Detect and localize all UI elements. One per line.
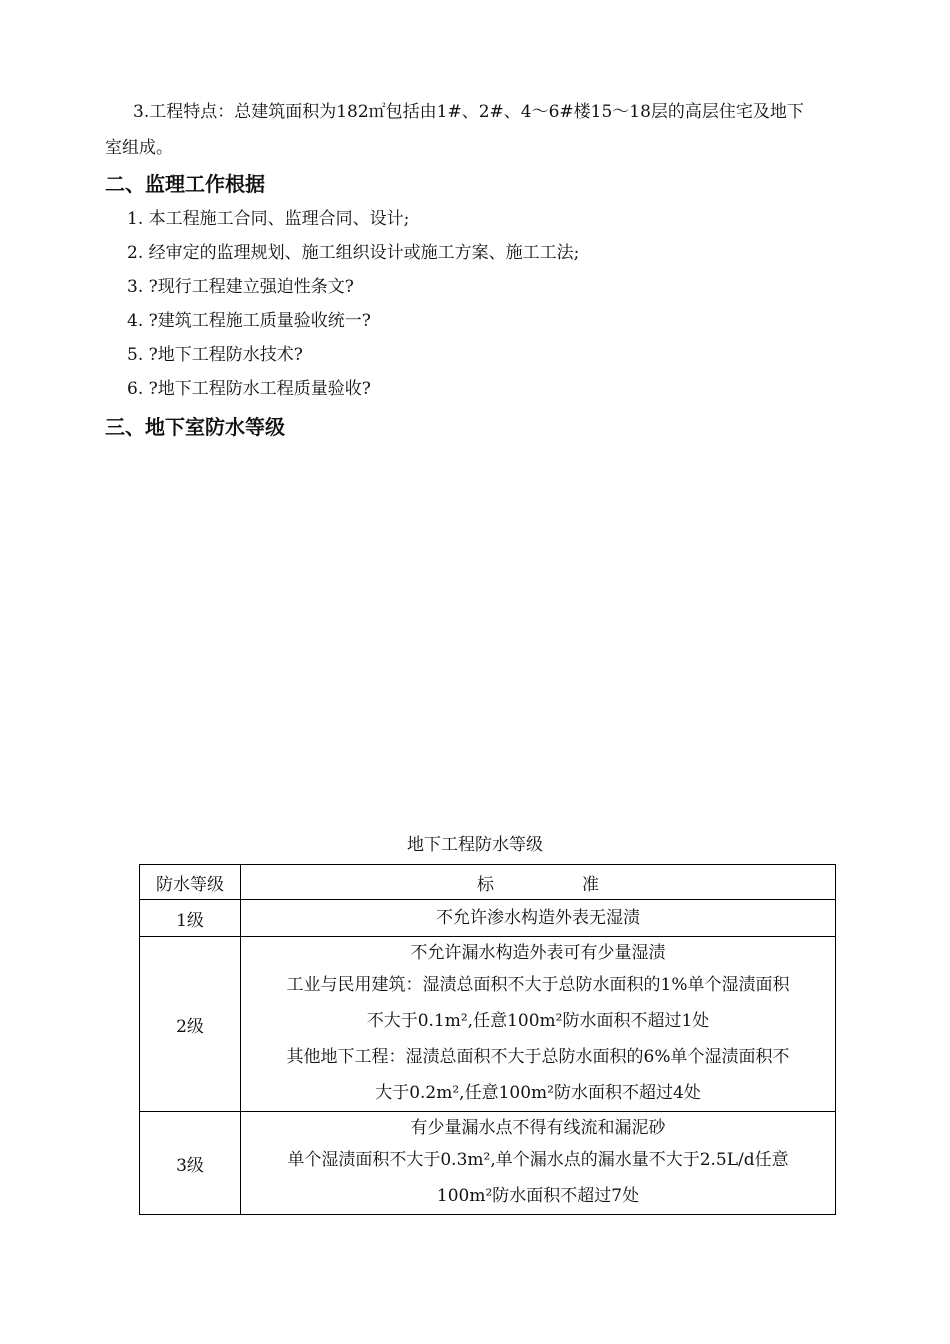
standard-line: 100m²防水面积不超过7处 <box>436 1186 640 1206</box>
list-item: 1. 本工程施工合同、监理合同、设计; <box>127 209 410 229</box>
header-standard-right: 准 <box>582 874 599 895</box>
row-level: 3级 <box>140 1112 241 1215</box>
standard-line: 单个湿渍面积不大于0.3m²,单个漏水点的漏水量不大于2.5L/d任意 <box>287 1150 789 1170</box>
header-level: 防水等级 <box>140 865 241 900</box>
row-level: 1级 <box>140 900 241 937</box>
table-row <box>140 1112 836 1215</box>
list-item: 5. ?地下工程防水技术? <box>127 345 303 365</box>
header-standard-left: 标 <box>477 874 494 895</box>
row-level: 2级 <box>140 937 241 1112</box>
intro-line-2: 室组成。 <box>105 138 173 158</box>
table-row <box>140 937 836 1112</box>
standard-line: 工业与民用建筑：湿渍总面积不大于总防水面积的1%单个湿渍面积 <box>286 975 790 995</box>
list-item: 3. ?现行工程建立强迫性条文? <box>127 277 354 297</box>
table-row <box>140 900 836 937</box>
standard-line: 大于0.2m²,任意100m²防水面积不超过4处 <box>375 1083 701 1103</box>
intro-line-1: 3.工程特点：总建筑面积为182㎡包括由1#、2#、4～6#楼15～18层的高层住宅及地下 <box>133 102 804 122</box>
row-standard <box>241 900 836 937</box>
intro-paragraph <box>105 94 860 166</box>
standard-line: 不大于0.1m²,任意100m²防水面积不超过1处 <box>366 1011 710 1031</box>
standard-line: 不允许漏水构造外表可有少量湿渍 <box>410 943 666 963</box>
standard-line: 有少量漏水点不得有线流和漏泥砂 <box>410 1118 666 1138</box>
standard-line: 其他地下工程：湿渍总面积不大于总防水面积的6%单个湿渍面积不 <box>286 1047 790 1067</box>
list-item: 4. ?建筑工程施工质量验收统一? <box>127 311 371 331</box>
table-header-row <box>140 865 836 900</box>
standard-line: 不允许渗水构造外表无湿渍 <box>436 908 640 928</box>
section-2-heading: 二、监理工作根据 <box>105 172 265 196</box>
waterproof-grade-table <box>139 864 836 1215</box>
row-standard <box>241 937 836 1112</box>
list-item: 6. ?地下工程防水工程质量验收? <box>127 379 371 399</box>
row-standard <box>241 1112 836 1215</box>
basis-list <box>127 202 579 406</box>
table-caption: 地下工程防水等级 <box>407 835 543 855</box>
header-standard <box>241 865 836 900</box>
section-3-heading: 三、地下室防水等级 <box>105 415 285 439</box>
list-item: 2. 经审定的监理规划、施工组织设计或施工方案、施工工法; <box>127 243 580 263</box>
